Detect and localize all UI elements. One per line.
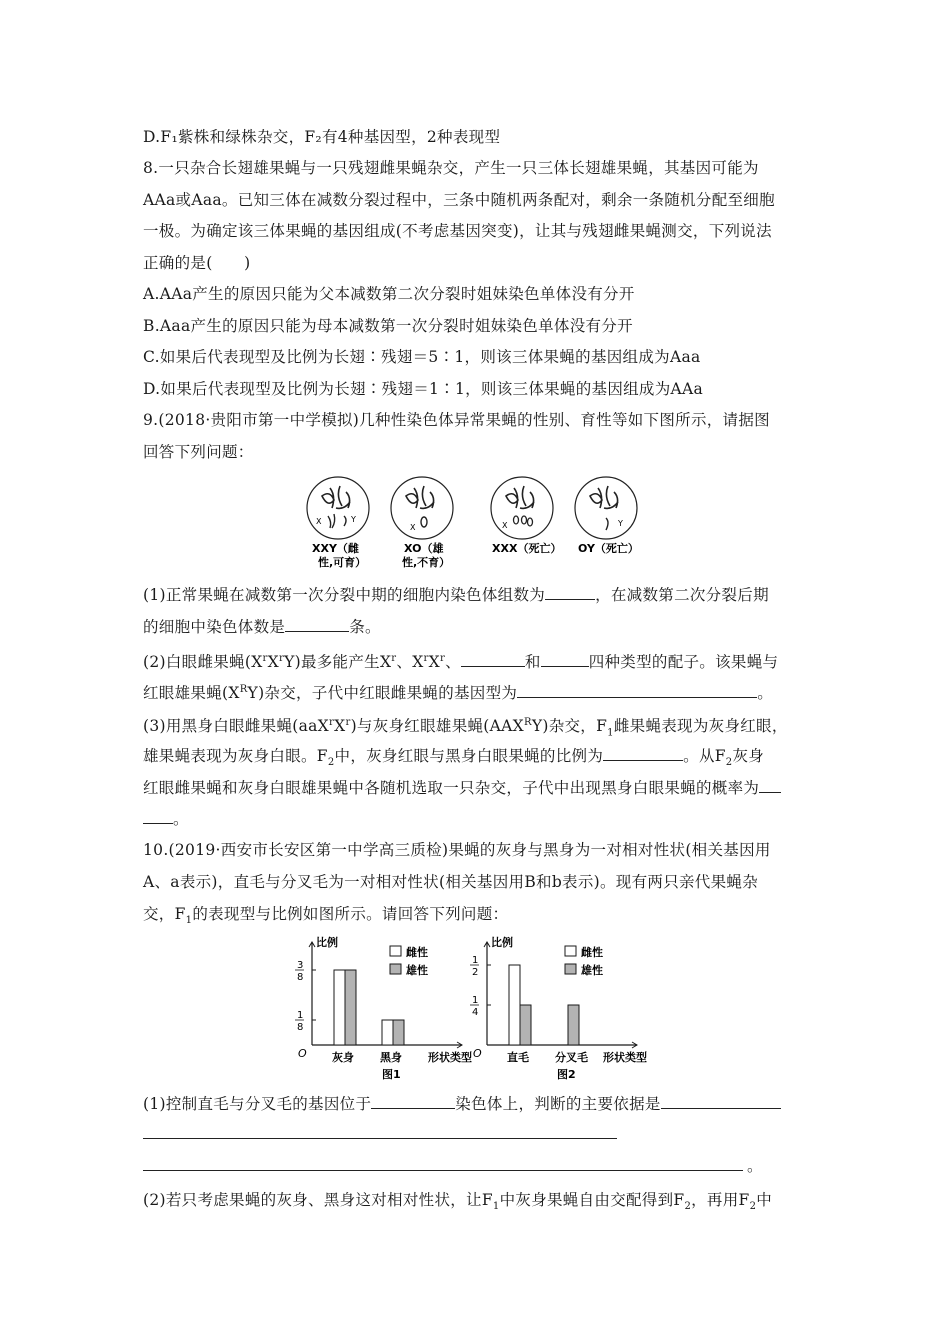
q10-stem-line-2: A、a表示)，直毛与分叉毛为一对相对性状(相关基因用B和b表示)。现有两只亲代果蝇杂 <box>143 873 758 891</box>
cell-oy-y-label: Y <box>618 519 623 528</box>
y-tick-numerator: 3 <box>297 960 304 971</box>
bar-charts <box>290 930 670 1080</box>
cell-xo-caption-1: XO（雄 <box>404 542 444 555</box>
cell-xxx <box>491 477 561 555</box>
x-axis-label: 形状类型 <box>603 1051 647 1064</box>
answer-blank[interactable] <box>143 808 173 824</box>
cell-xxy-caption-2: 性,可育） <box>318 556 367 569</box>
answer-blank[interactable] <box>661 1093 781 1109</box>
q9-part3-line-1: (3)用黑身白眼雌果蝇$(aaX^rX^r)$与灰身红眼雄果蝇$(AAX^RY)$杂交，$F_1$雌果蝇表现为灰身红眼， <box>143 717 788 739</box>
q8-stem-line-2: AAa或Aaa。已知三体在减数分裂过程中，三条中随机两条配对，剩余一条随机分配至细胞 <box>143 191 775 209</box>
legend-label: 雄性 <box>406 964 428 977</box>
legend-label: 雄性 <box>581 964 603 977</box>
y-tick-denominator: 4 <box>472 1007 479 1018</box>
q8-option-a: A.AAa产生的原因只能为父本减数第二次分裂时姐妹染色单体没有分开 <box>143 285 635 303</box>
category-label: 黑身 <box>380 1051 402 1064</box>
answer-blank[interactable] <box>541 651 589 667</box>
chart-title: 图2 <box>557 1068 576 1080</box>
answer-blank[interactable] <box>371 1093 455 1109</box>
q8-stem-line-1: 8.一只杂合长翅雄果蝇与一只残翅雌果蝇杂交，产生一只三体长翅雄果蝇，其基因可能为 <box>143 159 759 177</box>
y-tick-numerator: 1 <box>297 1010 304 1021</box>
chart-1 <box>295 935 472 1080</box>
legend-swatch <box>565 946 576 956</box>
chart-2 <box>470 935 647 1080</box>
cell-xo <box>391 477 453 569</box>
q8-stem-line-4: 正确的是( ) <box>143 254 251 272</box>
x-axis-label: 形状类型 <box>428 1051 472 1064</box>
q9-part1-line-1: (1)正常果蝇在减数第一次分裂中期的细胞内染色体组数为 ，在减数第二次分裂后期 <box>143 586 769 604</box>
origin-label: O <box>298 1047 307 1060</box>
origin-label: O <box>473 1047 482 1060</box>
y-axis-label: 比例 <box>491 936 513 949</box>
q8-option-d: D.如果后代表现型及比例为长翅∶残翅＝1∶1，则该三体果蝇的基因组成为AAa <box>143 380 704 398</box>
q9-part3-line-2: 雄果蝇表现为灰身白眼。$F_2$中，灰身红眼与黑身白眼果蝇的比例为 。从$F_2$灰身 <box>143 747 765 769</box>
bar-female <box>334 970 345 1045</box>
y-tick-denominator: 8 <box>297 972 304 983</box>
cell-xxx-caption: XXX（死亡） <box>492 542 562 555</box>
q8-option-c: C.如果后代表现型及比例为长翅∶残翅＝5∶1，则该三体果蝇的基因组成为Aaa <box>143 348 701 366</box>
answer-blank[interactable] <box>461 651 525 667</box>
bar-male <box>568 1005 579 1045</box>
chart-title: 图1 <box>382 1068 401 1080</box>
q9-part3-line-4: 。 <box>143 808 189 829</box>
q8-stem-line-3: 一极。为确定该三体果蝇的基因组成(不考虑基因突变)，让其与残翅雌果蝇测交，下列说法 <box>143 222 772 240</box>
q10-part2-line-1: (2)若只考虑果蝇的灰身、黑身这对相对性状，让$F_1$中灰身果蝇自由交配得到$F_2$，再用$F_2$中 <box>143 1191 773 1213</box>
q8-option-b: B.Aaa产生的原因只能为母本减数第一次分裂时姐妹染色单体没有分开 <box>143 317 633 335</box>
bar-male <box>345 970 356 1045</box>
legend-label: 雌性 <box>581 946 603 959</box>
answer-blank[interactable] <box>285 616 349 632</box>
cell-xxy-y-label: Y <box>351 515 356 524</box>
legend-swatch <box>565 964 576 974</box>
legend-swatch <box>390 946 401 956</box>
legend-swatch <box>390 964 401 974</box>
answer-rule[interactable] <box>143 1138 617 1139</box>
cell-oy-caption: OY（死亡） <box>578 542 639 555</box>
y-tick-numerator: 1 <box>472 955 479 966</box>
q10-part1-line-1: (1)控制直毛与分叉毛的基因位于 染色体上，判断的主要依据是 <box>143 1093 781 1114</box>
bar-male <box>520 1005 531 1045</box>
q10-stem-line-1: 10.(2019·西安市长安区第一中学高三质检)果蝇的灰身与黑身为一对相对性状(相关基因用 <box>143 841 771 859</box>
q9-part1-line-2: 的细胞中染色体数是 条。 <box>143 618 381 636</box>
cell-xo-caption-2: 性,不育） <box>402 556 451 569</box>
cell-xxx-x-label: X <box>502 521 508 530</box>
cell-xxy-caption-1: XXY（雌 <box>312 542 359 555</box>
y-tick-denominator: 2 <box>472 967 479 978</box>
q7-option-d: D.F₁紫株和绿株杂交，F₂有4种基因型，2种表现型 <box>143 128 501 146</box>
bar-female <box>509 965 520 1045</box>
q10-part1-end: 。 <box>747 1157 763 1175</box>
cell-oy <box>575 477 639 555</box>
answer-blank[interactable] <box>759 777 781 793</box>
bar-female <box>382 1020 393 1045</box>
cell-xxy-x-label: X <box>316 517 322 526</box>
q9-stem-line-1: 9.(2018·贵阳市第一中学模拟)几种性染色体异常果蝇的性别、育性等如下图所示，请据图 <box>143 411 770 429</box>
q9-part2-line-1: (2)白眼雌果蝇$(X^rX^rY)$最多能产生$X^r$、$X^rX^r$、 和 四种类型的配子。该果蝇与 <box>143 653 779 672</box>
answer-blank[interactable] <box>603 745 683 761</box>
cell-xxy <box>307 477 369 569</box>
y-tick-numerator: 1 <box>472 995 479 1006</box>
answer-blank[interactable] <box>545 584 595 600</box>
q9-part3-line-3: 红眼雌果蝇和灰身白眼雄果蝇中各随机选取一只杂交，子代中出现黑身白眼果蝇的概率为 <box>143 777 781 798</box>
answer-rule[interactable] <box>143 1170 743 1171</box>
legend-label: 雌性 <box>406 946 428 959</box>
y-axis-label: 比例 <box>316 936 338 949</box>
q9-part2-line-2: 红眼雄果蝇$(X^RY)$杂交，子代中红眼雌果蝇的基因型为 。 <box>143 684 774 703</box>
category-label: 分叉毛 <box>555 1051 588 1064</box>
q10-stem-line-3: 交，$F_1$的表现型与比例如图所示。请回答下列问题： <box>143 905 509 927</box>
q9-stem-line-2: 回答下列问题： <box>143 443 254 461</box>
bar-male <box>393 1020 404 1045</box>
cell-xo-x-label: X <box>410 523 416 532</box>
category-label: 直毛 <box>507 1051 529 1064</box>
chromosome-figure <box>300 472 660 572</box>
category-label: 灰身 <box>332 1051 354 1064</box>
y-tick-denominator: 8 <box>297 1022 304 1033</box>
answer-blank[interactable] <box>517 682 757 698</box>
